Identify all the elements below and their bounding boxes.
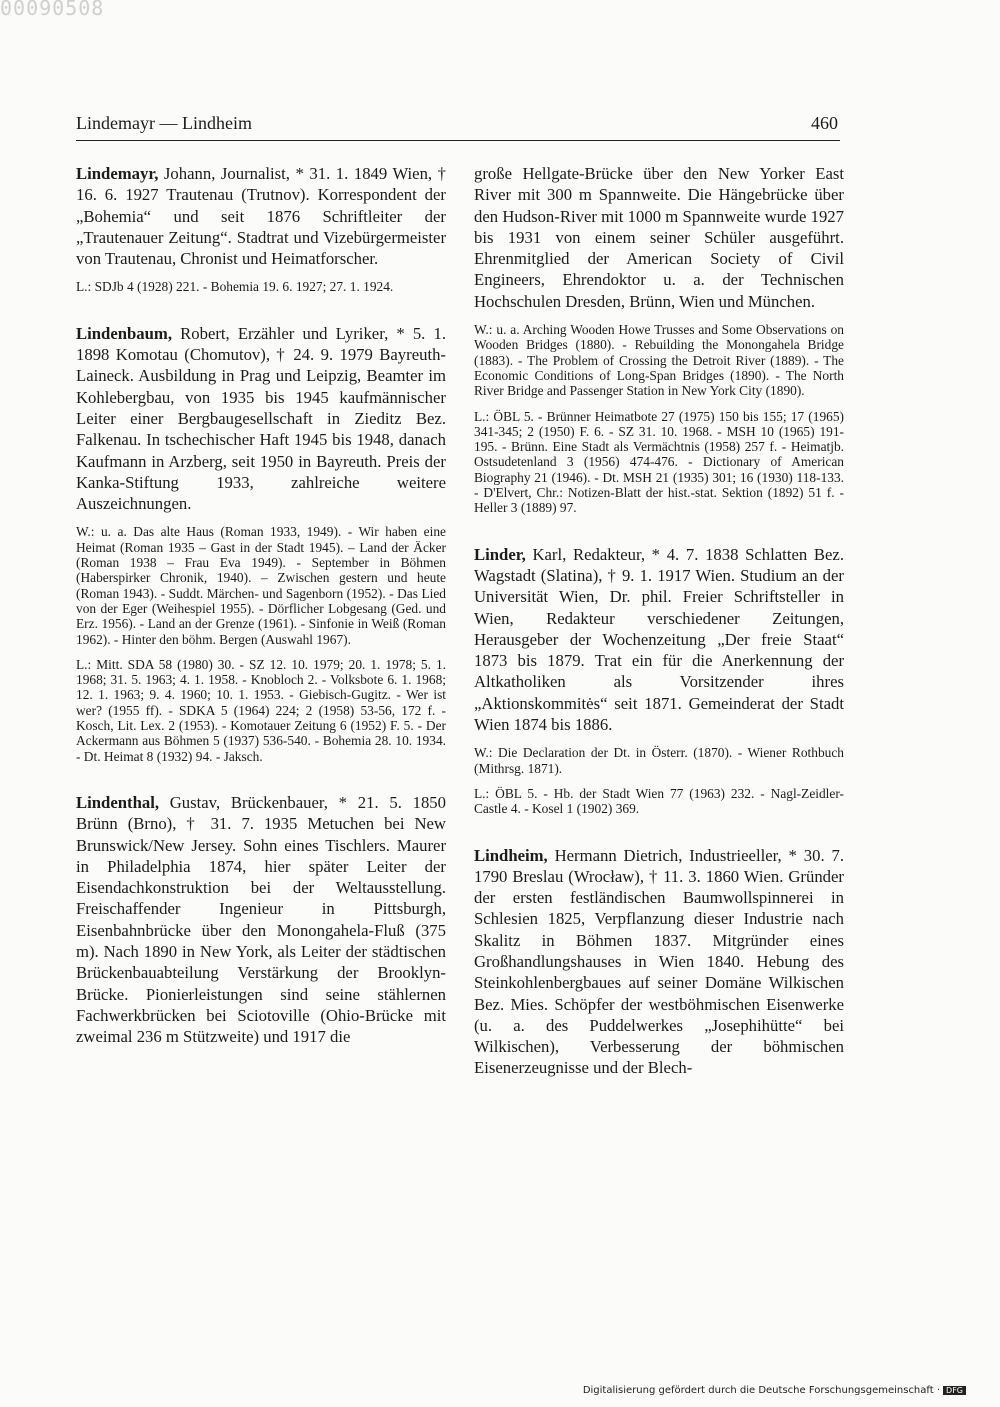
entry-text: Robert, Erzähler und Lyriker, * 5. 1. 1898 Komotau (Chomutov), † 24. 9. 1979 Bayreuth-Laineck. Ausbildung in Prag und Leipzig, Beamter im Kohlebergbau, von 1935 bis 1945 kaufmännischer Leiter einer Bergbaugesellschaft in Zieditz Bez. Falkenau. In tschechischer Haft 1945 bis 1948, danach Kaufmann in Arzberg, seit 1950 in Bayreuth. Preis der Kanka-Stiftung 1933, zahlreiche weitere Auszeichnungen. <box>76 323 446 514</box>
archive-stamp: 00090508 <box>0 0 105 20</box>
entry-text: Hermann Dietrich, Industrieeller, * 30. 7. 1790 Breslau (Wrocław), † 11. 3. 1860 Wien. Gründer der ersten festländischen Baumwollspinnerei in Schlesien 1825, Verpflanzung dieser Industrie nach Skalitz in Böhmen 1837. Mitgründer eines Großhandlungshauses in Wien 1840. Hebung des Steinkohlenbergbaues auf seiner Domäne Wilkischen Bez. Mies. Schöpfer der westböhmischen Eisenwerke (u. a. des Puddelwerkes „Josephihütte“ bei Wilkischen), Verbesserung der böhmischen Eisenerzeugnisse und der Blech- <box>474 845 844 1078</box>
footer-text: Digitalisierung gefördert durch die Deutsche Forschungsgemeinschaft · <box>582 1385 941 1396</box>
entry-linder <box>474 544 844 817</box>
entry-literature: L.: ÖBL 5. - Hb. der Stadt Wien 77 (1963) 232. - Nagl-Zeidler-Castle 4. - Kosel 1 (1902) 369. <box>474 785 844 817</box>
entry-body <box>474 845 844 1079</box>
header-title: Lindemayr — Lindheim <box>76 113 252 133</box>
digitization-footer <box>583 1385 966 1396</box>
running-header <box>76 112 840 141</box>
entry-lindemayr <box>76 163 446 295</box>
entry-literature: L.: SDJb 4 (1928) 221. - Bohemia 19. 6. 1927; 27. 1. 1924. <box>76 279 394 295</box>
entry-lindenthal-continued <box>474 163 844 516</box>
entry-text: Johann, Journalist, * 31. 1. 1849 Wien, † 16. 6. 1927 Trautenau (Trutnov). Korrespondent der „Bohemia“ und seit 1876 Schriftleiter der „Trautenauer Zeitung“. Stadtrat und Vizebürgermeister von Trautenau, Chronist und Heimatforscher. <box>76 164 446 269</box>
entry-text: Gustav, Brückenbauer, * 21. 5. 1850 Brünn (Brno), † 31. 7. 1935 Metuchen bei New Brunswick/New Jersey. Sohn eines Tischlers. Maurer in Philadelphia 1874, hier später Leiter der Eisendachkonstruktion bei der Weltausstellung. Freischaffender Ingenieur in Pittsburgh, Eisenbahnbrücke über den Monongahela-Fluß (375 m). Nach 1890 in New York, als Leiter der städtischen Brückenbauabteilung Verstärkung der Brooklyn-Brücke. Pionierleistungen sind seine stählernen Fachwerkbrücken bei Sciotoville (Ohio-Brücke mit zweimal 236 m Stützweite) und 1917 die <box>76 792 446 1047</box>
entry-headword: Lindenthal, <box>76 792 160 812</box>
entry-lindenbaum <box>76 323 446 764</box>
entry-body <box>76 792 446 1048</box>
entry-headword: Lindenbaum, <box>76 323 172 343</box>
entry-works: W.: u. a. Arching Wooden Howe Trusses and Some Observations on Wooden Bridges (1880). - Rebuilding the Monongahela Bridge (1883). - The Problem of Crossing the Detroit River (1889). - The Economic Conditions of Long-Span Bridges (1890). - The North River Bridge and Passenger Station in New York City (1890). <box>474 322 844 399</box>
entry-headword: Linder, <box>474 544 526 564</box>
page-number: 460 <box>811 113 838 133</box>
entry-works: W.: u. a. Das alte Haus (Roman 1933, 1949). - Wir haben eine Heimat (Roman 1935 – Gast in der Stadt 1945). – Land der Äcker (Roman 1938 – Frau Eva 1949). - September in Böhmen (Haberspirker Chronik, 1940). – Zwischen gestern und heute (Roman 1943). - Suddt. Märchen- und Sagenborn (1952). - Das Lied von der Eger (Weihespiel 1955). - Dörflicher Lobgesang (Ged. und Erz. 1956). - Land an der Grenze (1961). - Sinfonie in Weiß (Roman 1962). - Hinter den böhm. Bergen (Auswahl 1967). <box>76 524 446 647</box>
entry-body <box>474 544 844 736</box>
entry-headword: Lindemayr, <box>76 164 159 183</box>
entry-lindheim <box>474 845 844 1079</box>
entry-text: Karl, Redakteur, * 4. 7. 1838 Schlatten Bez. Wagstadt (Slatina), † 9. 1. 1917 Wien. Studium an der Universität Wien, Dr. phil. Freier Schriftsteller in Wien, Redakteur verschiedener Zeitungen, Herausgeber der Wochenzeitung „Der freie Staat“ 1873 bis 1879. Trat ein für die Anerkennung der Altkatholiken als Vorsitzender ihres „Aktionskommitės“ seit 1871. Gemeinderat der Stadt Wien 1874 bis 1886. <box>474 544 844 735</box>
entry-literature: L.: ÖBL 5. - Brünner Heimatbote 27 (1975) 150 bis 155; 17 (1965) 341-345; 2 (1950) F. 6. - SZ 31. 10. 1968. - MSH 10 (1965) 191-195. - Brünn. Eine Stadt als Vermächtnis (1958) 257 f. - Heimatjb. Ostsudetenland 3 (1956) 474-476. - Dictionary of American Biography 21 (1946). - Dt. MSH 21 (1935) 301; 16 (1930) 118-133. - D'Elvert, Chr.: Notizen-Blatt der hist.-stat. Sektion (1892) 51 f. - Heller 3 (1889) 97. <box>474 408 844 516</box>
entry-body <box>76 323 446 515</box>
right-column <box>474 163 844 1107</box>
entry-body-continued: große Hellgate-Brücke über den New Yorker East River mit 300 m Spannweite. Die Hängebrücke über den Hudson-River mit 1000 m Spannweite wurde 1927 bis 1931 von einem seiner Schüler ausgeführt. Ehrenmitglied der American Society of Civil Engineers, Ehrendoktor u. a. der Technischen Hochschulen Dresden, Brünn, Wien und München. <box>474 164 844 311</box>
entry-lindenthal <box>76 792 446 1048</box>
entry-body <box>76 163 446 269</box>
left-column <box>76 163 446 1075</box>
entry-works: W.: Die Declaration der Dt. in Österr. (1870). - Wiener Rothbuch (Mithrsg. 1871). <box>474 745 844 776</box>
entry-literature: L.: Mitt. SDA 58 (1980) 30. - SZ 12. 10. 1979; 20. 1. 1978; 5. 1. 1968; 31. 5. 1963; 4. 1. 1958. - Knobloch 2. - Volksbote 6. 1. 1968; 12. 1. 1963; 9. 4. 1960; 10. 1. 1953. - Giebisch-Gugitz. - Wer ist wer? (1955 ff). - SDKA 5 (1964) 224; 2 (1958) 53-56, 172 f. - Kosch, Lit. Lex. 2 (1953). - Komotauer Zeitung 6 (1952) F. 5. - Der Ackermann aus Böhmen 5 (1937) 536-540. - Bohemia 28. 10. 1934. - Dt. Heimat 8 (1932) 94. - Jaksch. <box>76 656 446 764</box>
entry-headword: Lindheim, <box>474 845 548 865</box>
dfg-logo: DFG <box>943 1386 966 1395</box>
